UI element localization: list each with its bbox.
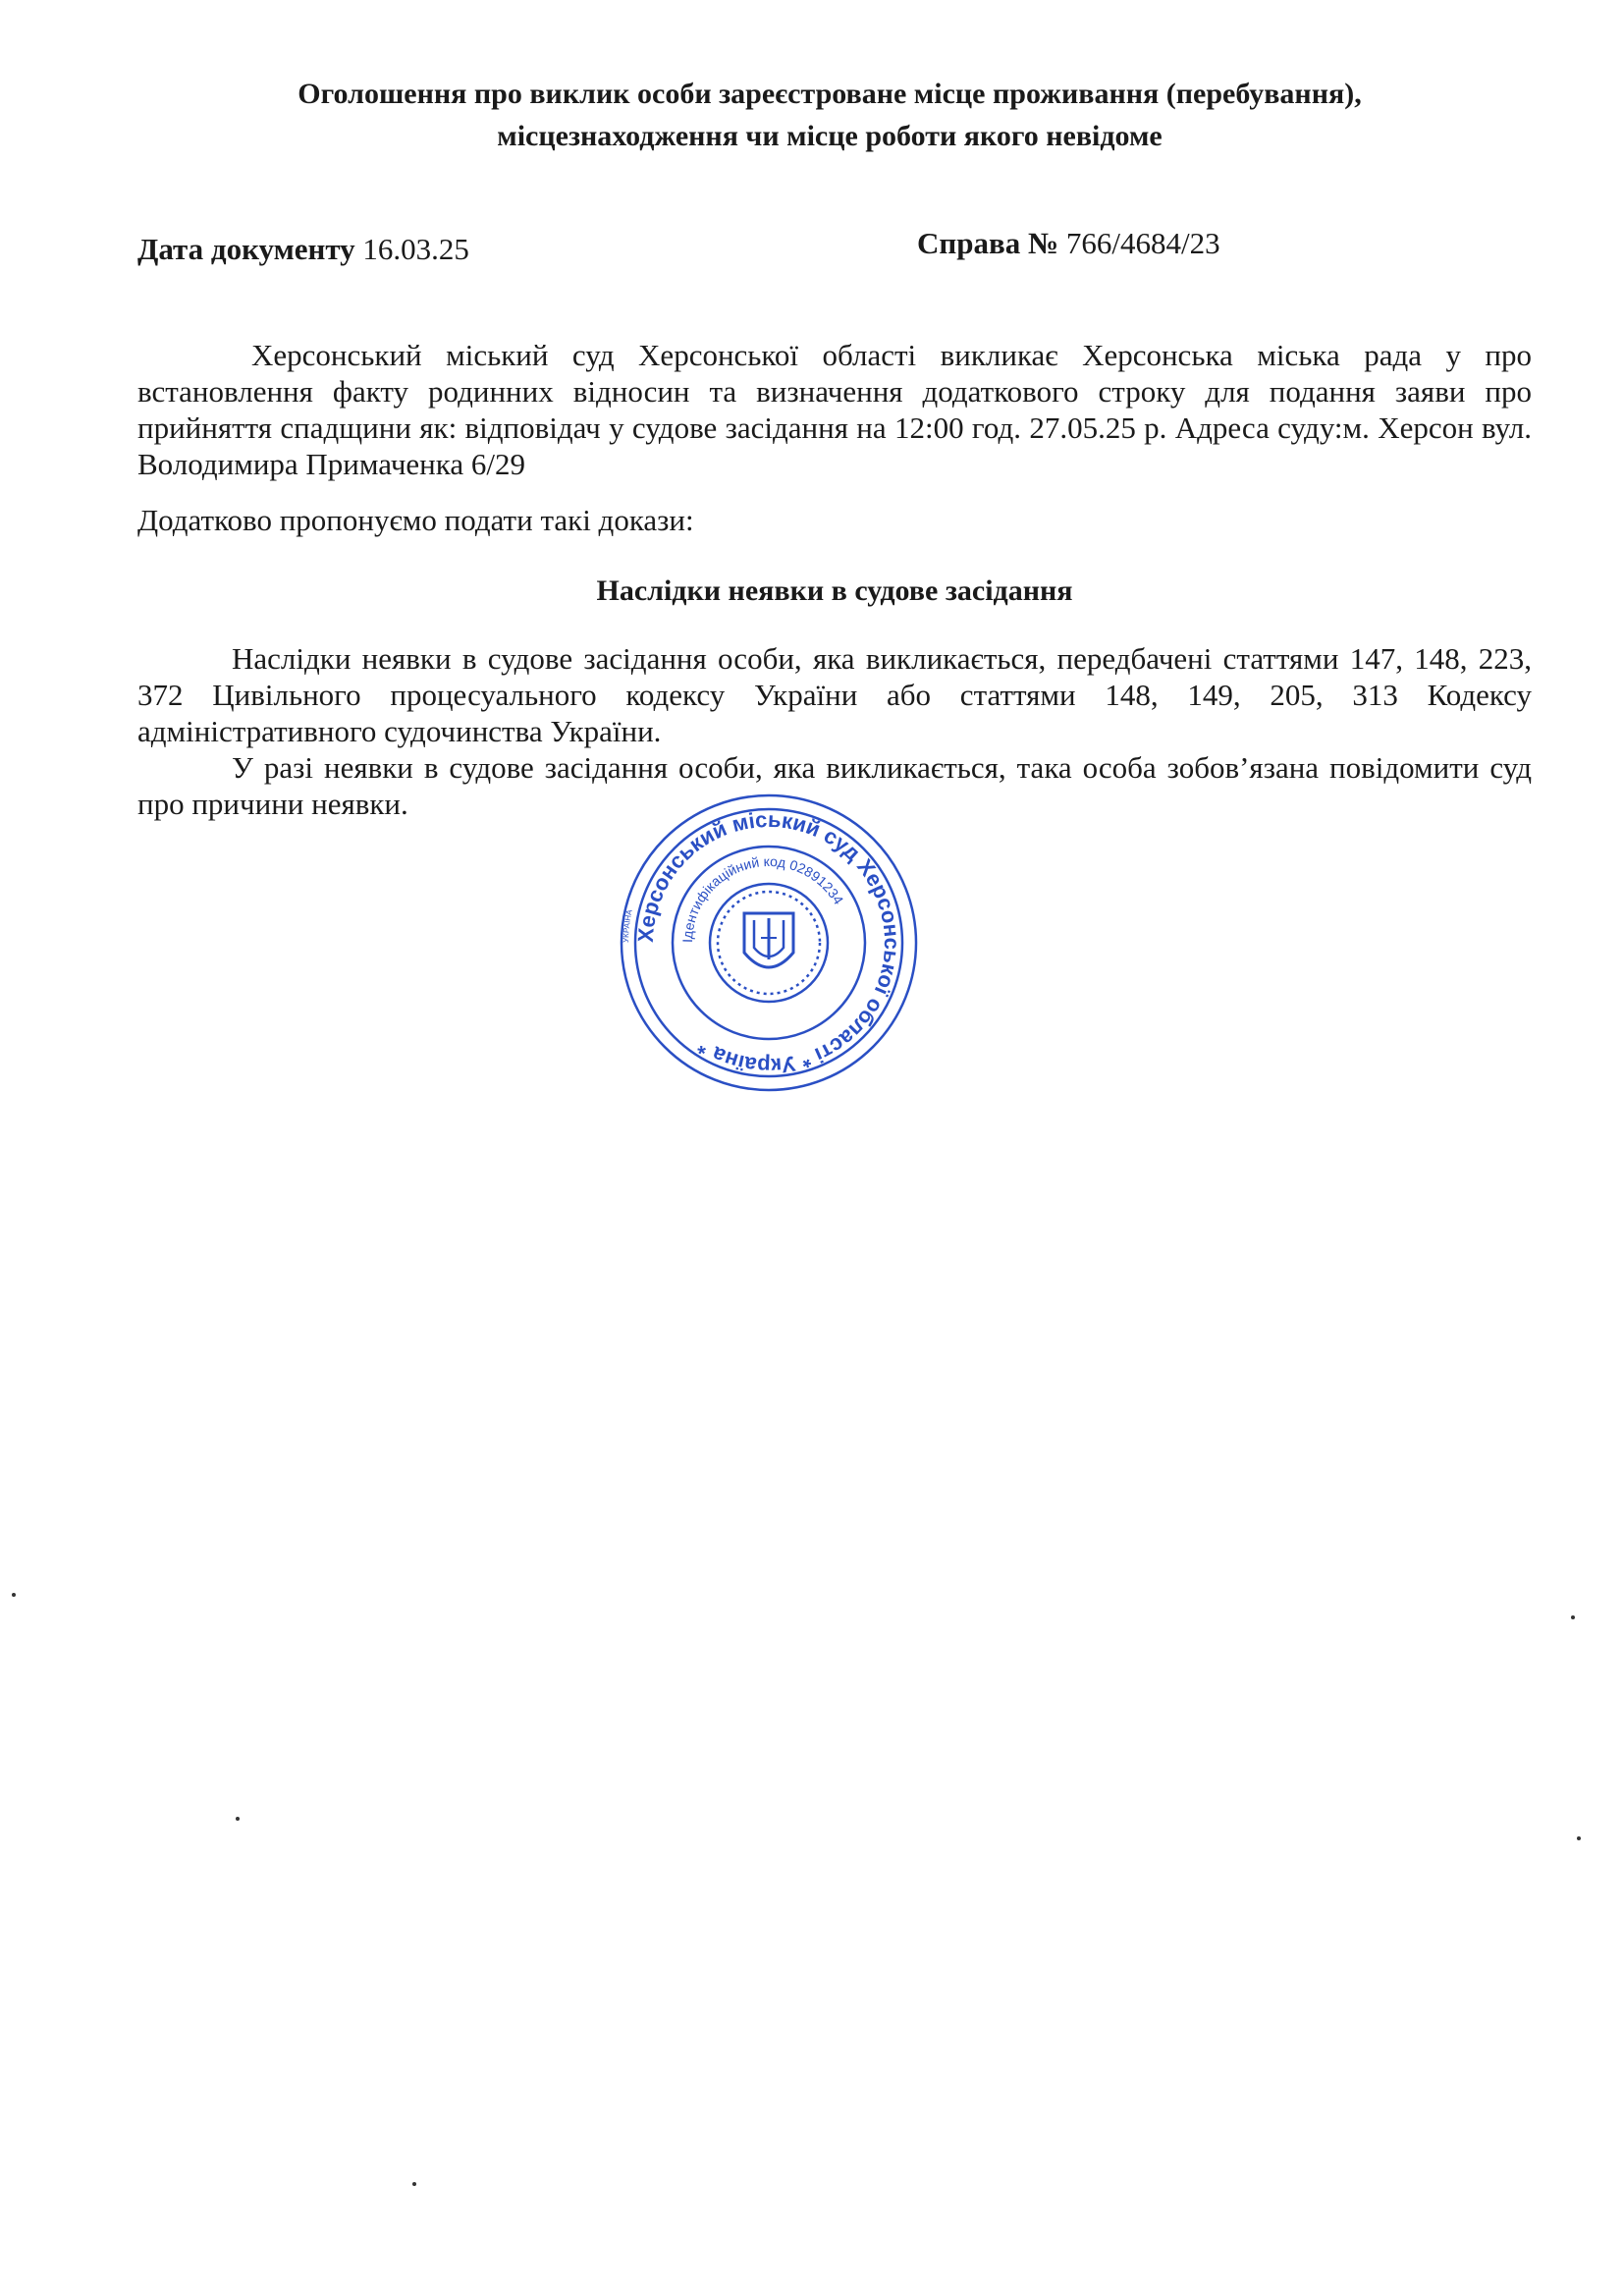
case-label: Справа №	[917, 226, 1059, 260]
title-line-1: Оголошення про виклик особи зареєстроване місце проживання (перебування),	[298, 78, 1362, 110]
trident-icon	[744, 913, 793, 967]
consequences-paragraph: Наслідки неявки в судове засідання особи, яка викликається, передбачені статтями 147, 148, 223, 372 Цивільного процесуального кодексу України або статтями 148, 149, 205, 313 Кодексу адміністративного судочинства України.	[137, 641, 1532, 748]
seal-outer-text: Херсонський міський суд Херсонської області * Україна *	[632, 806, 905, 1079]
scan-speck	[412, 2182, 416, 2186]
date-value: 16.03.25	[362, 232, 469, 266]
extra-evidence-line: Додатково пропонуємо подати такі докази:	[137, 503, 694, 537]
title-line-2: місцезнаходження чи місце роботи якого невідоме	[497, 120, 1163, 152]
court-seal-stamp	[617, 791, 921, 1095]
summons-paragraph: Херсонський міський суд Херсонської області викликає Херсонська міська рада у про встановлення факту родинних відносин та визначення додаткового строку для подання заяви про прийняття спадщини як: відповідач у судове засідання на 12:00 год. 27.05.25 р. Адреса суду:м. Херсон вул. Володимира Примаченка 6/29	[137, 338, 1532, 481]
document-date	[137, 232, 469, 267]
seal-inner-text: Ідентифікаційний код 02891234	[678, 852, 847, 944]
scan-speck	[12, 1593, 16, 1597]
date-label: Дата документу	[137, 232, 355, 266]
case-value: 766/4684/23	[1065, 226, 1220, 260]
scan-speck	[1577, 1836, 1581, 1840]
scan-speck	[1571, 1615, 1575, 1619]
absence-paragraph: У разі неявки в судове засідання особи, яка викликається, така особа зобов’язана повідомити суд про причини неявки.	[137, 750, 1532, 821]
consequences-heading: Наслідки неявки в судове засідання	[596, 574, 1073, 607]
case-number	[917, 226, 1220, 261]
scan-speck	[236, 1817, 240, 1821]
seal-ring-text: УКРАЇНА	[621, 908, 634, 944]
document-title	[137, 73, 1522, 157]
